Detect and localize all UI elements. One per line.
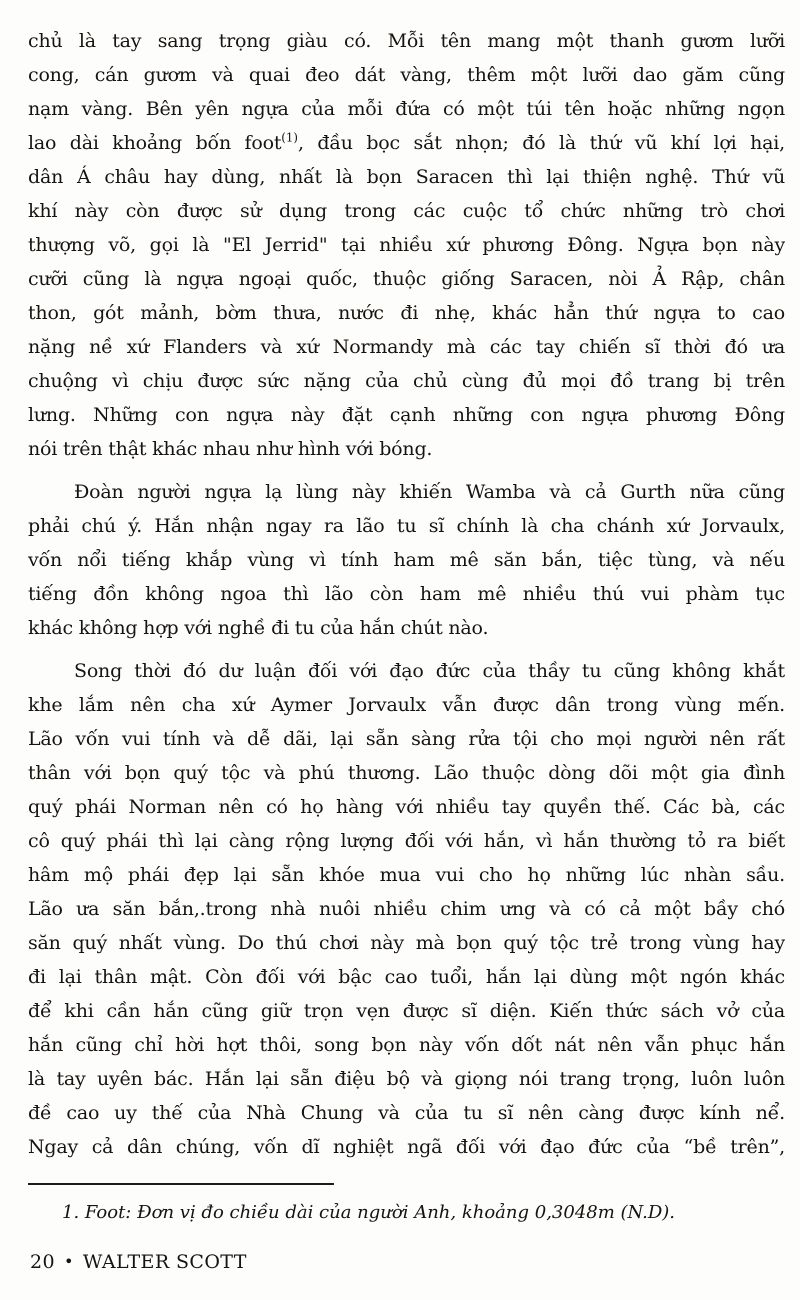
text-line: săn quý nhất vùng. Do thú chơi này mà bọn quý tộc trẻ trong vùng hay [28,932,785,954]
text-line: tiếng đồn không ngoa thì lão còn ham mê nhiều thú vui phàm tục [28,583,785,605]
text-line: khe lắm nên cha xứ Aymer Jorvaulx vẫn được dân trong vùng mến. [28,694,785,716]
text-line: quý phái Norman nên có họ hàng với nhiều tay quyền thế. Các bà, các [28,796,785,818]
text-line: cong, cán gươm và quai đeo dát vàng, thêm một lưỡi dao găm cũng [28,64,785,86]
text-line: Lão ưa săn bắn,.trong nhà nuôi nhiều chim ưng và có cả một bầy chó [28,898,785,920]
text-line: hâm mộ phái đẹp lại sẵn khóe mua vui cho họ những lúc nhàn sầu. [28,864,785,886]
footnote-separator [28,1183,334,1185]
text-line: hắn cũng chỉ hời hợt thôi, song bọn này vốn dốt nát nên vẫn phục hắn [28,1034,785,1056]
text-line: nặng nề xứ Flanders và xứ Normandy mà các tay chiến sĩ thời đó ưa [28,336,785,358]
text-line: lưng. Những con ngựa này đặt cạnh những con ngựa phương Đông [28,404,785,426]
text-line: nạm vàng. Bên yên ngựa của mỗi đứa có một túi tên hoặc những ngọn [28,98,785,120]
text-line: chuộng vì chịu được sức nặng của chủ cùng đủ mọi đồ trang bị trên [28,370,785,392]
text-segment: lao dài khoảng bốn foot [28,132,282,154]
text-line: để khi cần hắn cũng giữ trọn vẹn được sĩ diện. Kiến thức sách vở của [28,1000,785,1022]
body-text [28,24,785,1164]
text-line: khí này còn được sử dụng trong các cuộc tổ chức những trò chơi [28,200,785,222]
text-line: Lão vốn vui tính và dễ dãi, lại sẵn sàng rửa tội cho mọi người nên rất [28,728,785,750]
text-line: đi lại thân mật. Còn đối với bậc cao tuổi, hắn lại dùng một ngón khác [28,966,785,988]
text-line: khác không hợp với nghề đi tu của hắn chút nào. [28,617,489,639]
paragraph [28,654,785,1164]
text-line: nói trên thật khác nhau như hình với bóng. [28,438,433,460]
text-line: Song thời đó dư luận đối với đạo đức của thầy tu cũng không khắt [74,660,785,682]
text-line [28,126,785,160]
text-line: là tay uyên bác. Hắn lại sẵn điệu bộ và giọng nói trang trọng, luôn luôn [28,1068,785,1090]
bullet-separator: • [63,1252,74,1271]
text-line: phải chú ý. Hắn nhận ngay ra lão tu sĩ chính là cha chánh xứ Jorvaulx, [28,515,785,537]
text-line: Ngay cả dân chúng, vốn dĩ nghiệt ngã đối với đạo đức của “bề trên”, [28,1136,785,1158]
paragraph [28,475,785,645]
text-segment: , đầu bọc sắt nhọn; đó là thứ vũ khí lợi hại, [297,132,785,154]
paragraph [28,24,785,466]
text-line: dân Á châu hay dùng, nhất là bọn Saracen thì lại thiện nghệ. Thứ vũ [28,166,785,188]
text-line: cô quý phái thì lại càng rộng lượng đối với hắn, vì hắn thường tỏ ra biết [28,830,785,852]
text-line: thân với bọn quý tộc và phú thương. Lão thuộc dòng dõi một gia đình [28,762,785,784]
text-line: đề cao uy thế của Nhà Chung và của tu sĩ nên càng được kính nể. [28,1102,785,1124]
running-footer-author: WALTER SCOTT [82,1251,247,1273]
footnote [28,1200,748,1226]
text-line: Đoàn người ngựa lạ lùng này khiến Wamba và cả Gurth nữa cũng [74,481,785,503]
page-footer [30,1251,247,1273]
text-line: thượng võ, gọi là "El Jerrid" tại nhiều xứ phương Đông. Ngựa bọn này [28,234,785,256]
footnote-text: 1. Foot: Đơn vị đo chiều dài của người Anh, khoảng 0,3048m (N.D). [62,1202,676,1223]
page-number: 20 [30,1251,55,1273]
text-line: cưỡi cũng là ngựa ngoại quốc, thuộc giống Saracen, nòi Ả Rập, chân [28,268,785,290]
text-line: chủ là tay sang trọng giàu có. Mỗi tên mang một thanh gươm lưỡi [28,30,785,52]
footnote-reference-superscript: (1) [281,130,298,145]
text-line: thon, gót mảnh, bờm thưa, nước đi nhẹ, khác hẳn thứ ngựa to cao [28,302,785,324]
text-line: vốn nổi tiếng khắp vùng vì tính ham mê săn bắn, tiệc tùng, và nếu [28,549,785,571]
